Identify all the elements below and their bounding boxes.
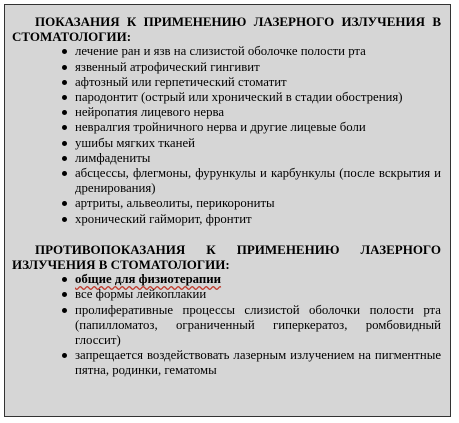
section-gap xyxy=(12,227,441,242)
document-frame xyxy=(4,4,451,417)
list-item: запрещается воздействовать лазерным излучением на пигментные пятна, родинки, гематомы xyxy=(75,348,441,378)
list-item: абсцессы, флегмоны, фурункулы и карбункулы (после вскрытия и дренирования) xyxy=(75,166,441,196)
contraindications-heading: ПРОТИВОПОКАЗАНИЯ К ПРИМЕНЕНИЮ ЛАЗЕРНОГО ИЗЛУЧЕНИЯ В СТОМАТОЛОГИИ: xyxy=(12,241,441,273)
indications-list xyxy=(12,44,441,226)
list-item: невралгия тройничного нерва и другие лицевые боли xyxy=(75,120,441,135)
list-item: все формы лейкоплакии xyxy=(75,287,441,302)
list-item: лимфадениты xyxy=(75,151,441,166)
list-item-text: общие для физиотерапии xyxy=(75,272,222,287)
list-item: пародонтит (острый или хронический в стадии обострения) xyxy=(75,90,441,105)
list-item: ушибы мягких тканей xyxy=(75,136,441,151)
list-item: артриты, альвеолиты, перикорониты xyxy=(75,196,441,211)
list-item: хронический гайморит, фронтит xyxy=(75,212,441,227)
contraindications-list xyxy=(12,272,441,378)
indications-heading: ПОКАЗАНИЯ К ПРИМЕНЕНИЮ ЛАЗЕРНОГО ИЗЛУЧЕНИЯ В СТОМАТОЛОГИИ: xyxy=(12,14,441,45)
list-item: нейропатия лицевого нерва xyxy=(75,105,441,120)
list-item xyxy=(75,272,441,287)
list-item: афтозный или герпетический стоматит xyxy=(75,75,441,90)
list-item: лечение ран и язв на слизистой оболочке полости рта xyxy=(75,44,441,59)
list-item: язвенный атрофический гингивит xyxy=(75,60,441,75)
list-item: пролиферативные процессы слизистой оболочки полости рта (папилломатоз, ограниченный гиперкератоз, ромбовидный глоссит) xyxy=(75,302,441,348)
